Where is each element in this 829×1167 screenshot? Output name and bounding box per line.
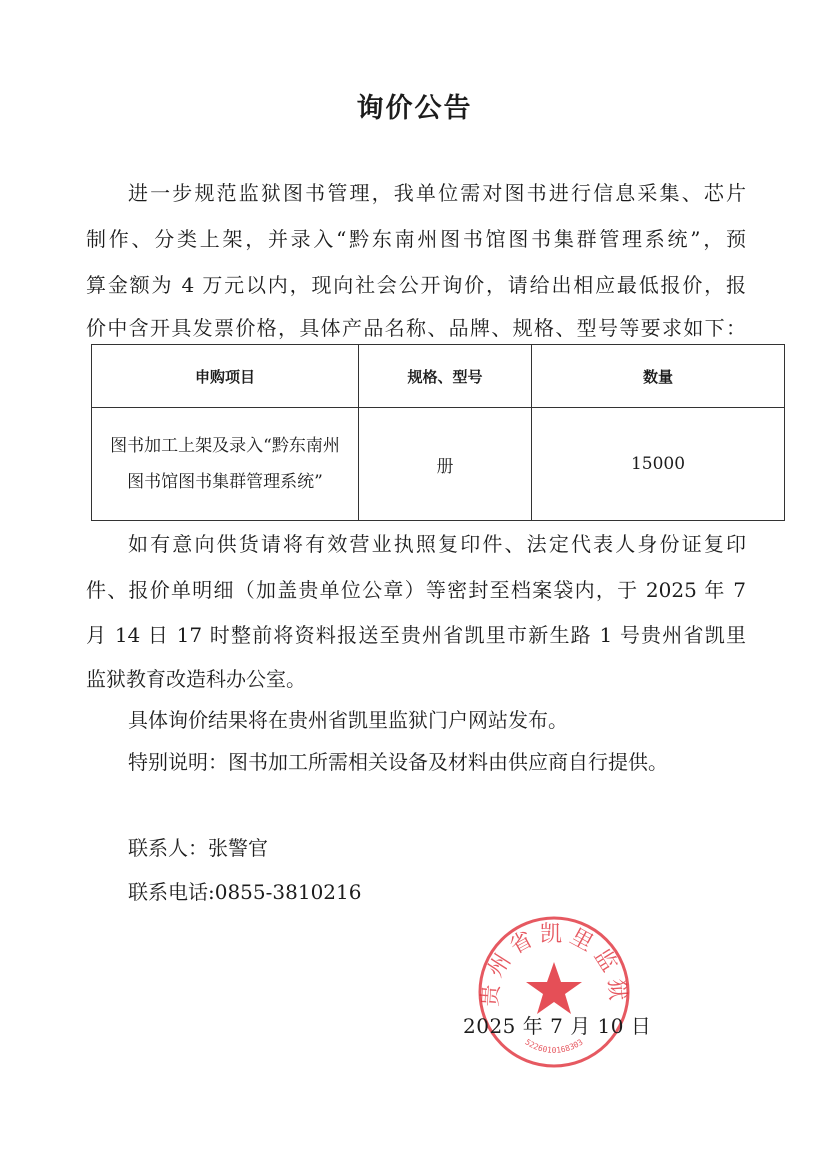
header-spec: 规格、型号 xyxy=(359,345,532,408)
page-title: 询价公告 xyxy=(356,93,473,124)
header-item: 申购项目 xyxy=(92,345,359,408)
cell-quantity: 15000 xyxy=(532,408,785,521)
paragraph-4: 特别说明：图书加工所需相关设备及材料由供应商自行提供。 xyxy=(128,750,668,774)
paragraph-2-line-1: 如有意向供货请将有效营业执照复印件、法定代表人身份证复印 xyxy=(128,532,746,556)
issue-date: 2025 年 7 月 10 日 xyxy=(463,1014,652,1038)
paragraph-2-line-2: 件、报价单明细（加盖贵单位公章）等密封至档案袋内，于 2025 年 7 xyxy=(86,578,746,602)
paragraph-1-line-4: 价中含开具发票价格，具体产品名称、品牌、规格、型号等要求如下： xyxy=(86,316,746,340)
contact-person: 联系人：张警官 xyxy=(128,836,268,860)
cell-item xyxy=(92,408,359,521)
paragraph-1-line-2: 制作、分类上架，并录入“黔东南州图书馆图书集群管理系统”，预 xyxy=(86,227,746,251)
table-row xyxy=(92,408,785,521)
cell-item-line-1: 图书加工上架及录入“黔东南州 xyxy=(110,436,340,456)
contact-phone: 联系电话:0855-3810216 xyxy=(128,880,362,904)
svg-text:贵州省凯里监狱: 贵州省凯里监狱 xyxy=(478,921,630,1008)
paragraph-2-line-4: 监狱教育改造科办公室。 xyxy=(86,667,306,691)
table-header-row xyxy=(92,345,785,408)
svg-text:5226010168303: 5226010168303 xyxy=(523,1037,585,1055)
header-quantity: 数量 xyxy=(532,345,785,408)
paragraph-2-line-3: 月 14 日 17 时整前将资料报送至贵州省凯里市新生路 1 号贵州省凯里 xyxy=(86,623,746,647)
paragraph-1-line-3: 算金额为 4 万元以内，现向社会公开询价，请给出相应最低报价，报 xyxy=(86,273,746,297)
cell-item-line-2: 图书馆图书集群管理系统” xyxy=(127,472,323,492)
paragraph-1-line-1: 进一步规范监狱图书管理，我单位需对图书进行信息采集、芯片 xyxy=(128,181,746,205)
paragraph-3: 具体询价结果将在贵州省凯里监狱门户网站发布。 xyxy=(128,708,568,732)
seal-star-icon xyxy=(526,962,582,1014)
official-seal-stamp xyxy=(474,912,634,1072)
cell-spec: 册 xyxy=(359,408,532,521)
procurement-table xyxy=(91,344,785,521)
